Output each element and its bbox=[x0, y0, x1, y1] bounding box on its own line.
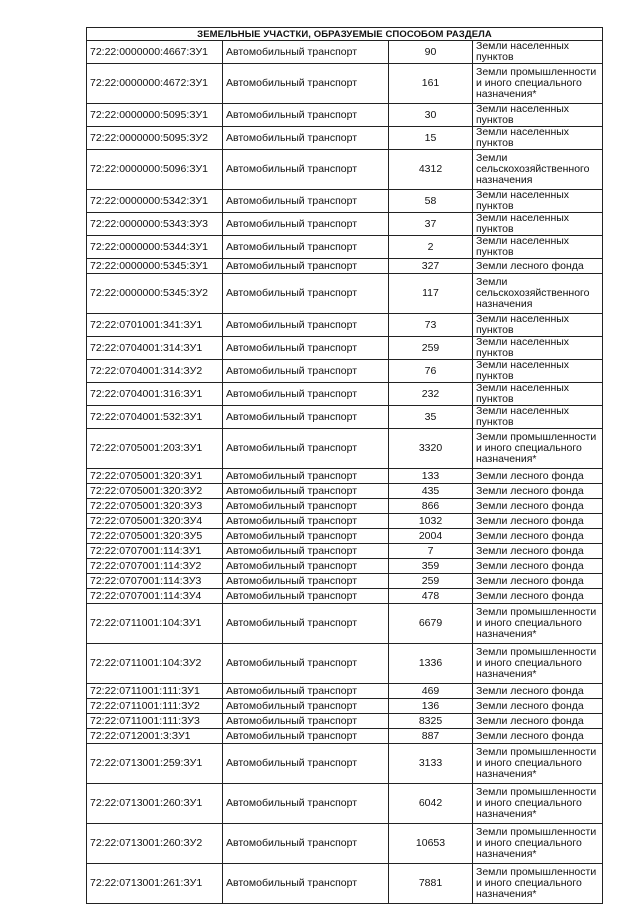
area-cell: 3320 bbox=[389, 429, 473, 469]
permitted-use-cell: Автомобильный транспорт bbox=[223, 236, 389, 259]
permitted-use-cell: Автомобильный транспорт bbox=[223, 383, 389, 406]
area-cell: 232 bbox=[389, 383, 473, 406]
area-cell: 1336 bbox=[389, 644, 473, 684]
table-row bbox=[87, 429, 603, 469]
permitted-use-cell: Автомобильный транспорт bbox=[223, 104, 389, 127]
permitted-use-cell: Автомобильный транспорт bbox=[223, 529, 389, 544]
cadastral-number-cell: 72:22:0705001:320:ЗУ4 bbox=[87, 514, 223, 529]
cadastral-number-cell: 72:22:0707001:114:ЗУ1 bbox=[87, 544, 223, 559]
permitted-use-cell: Автомобильный транспорт bbox=[223, 824, 389, 864]
permitted-use-cell: Автомобильный транспорт bbox=[223, 714, 389, 729]
area-cell: 478 bbox=[389, 589, 473, 604]
area-cell: 3133 bbox=[389, 744, 473, 784]
document-page bbox=[86, 27, 602, 904]
table-title: ЗЕМЕЛЬНЫЕ УЧАСТКИ, ОБРАЗУЕМЫЕ СПОСОБОМ РАЗДЕЛА bbox=[87, 28, 603, 41]
land-category-cell: Земли промышленности и иного специального назначения* bbox=[473, 644, 603, 684]
land-category-cell: Земли населенных пунктов bbox=[473, 104, 603, 127]
permitted-use-cell: Автомобильный транспорт bbox=[223, 150, 389, 190]
permitted-use-cell: Автомобильный транспорт bbox=[223, 127, 389, 150]
land-category-cell: Земли населенных пунктов bbox=[473, 406, 603, 429]
cadastral-number-cell: 72:22:0704001:314:ЗУ2 bbox=[87, 360, 223, 383]
area-cell: 1032 bbox=[389, 514, 473, 529]
table-row bbox=[87, 684, 603, 699]
area-cell: 136 bbox=[389, 699, 473, 714]
table-row bbox=[87, 314, 603, 337]
cadastral-number-cell: 72:22:0711001:111:ЗУ2 bbox=[87, 699, 223, 714]
cadastral-number-cell: 72:22:0707001:114:ЗУ3 bbox=[87, 574, 223, 589]
land-category-cell: Земли лесного фонда bbox=[473, 544, 603, 559]
table-row bbox=[87, 824, 603, 864]
permitted-use-cell: Автомобильный транспорт bbox=[223, 41, 389, 64]
table-row bbox=[87, 499, 603, 514]
permitted-use-cell: Автомобильный транспорт bbox=[223, 574, 389, 589]
permitted-use-cell: Автомобильный транспорт bbox=[223, 684, 389, 699]
permitted-use-cell: Автомобильный транспорт bbox=[223, 644, 389, 684]
area-cell: 15 bbox=[389, 127, 473, 150]
cadastral-number-cell: 72:22:0711001:111:ЗУ3 bbox=[87, 714, 223, 729]
permitted-use-cell: Автомобильный транспорт bbox=[223, 699, 389, 714]
table-body bbox=[87, 28, 603, 904]
area-cell: 259 bbox=[389, 337, 473, 360]
table-row bbox=[87, 274, 603, 314]
land-plots-table bbox=[86, 27, 603, 904]
permitted-use-cell: Автомобильный транспорт bbox=[223, 360, 389, 383]
land-category-cell: Земли населенных пунктов bbox=[473, 41, 603, 64]
table-row bbox=[87, 41, 603, 64]
land-category-cell: Земли населенных пунктов bbox=[473, 213, 603, 236]
land-category-cell: Земли населенных пунктов bbox=[473, 383, 603, 406]
area-cell: 7881 bbox=[389, 864, 473, 904]
table-row bbox=[87, 150, 603, 190]
table-row bbox=[87, 213, 603, 236]
cadastral-number-cell: 72:22:0713001:261:ЗУ1 bbox=[87, 864, 223, 904]
permitted-use-cell: Автомобильный транспорт bbox=[223, 190, 389, 213]
area-cell: 6042 bbox=[389, 784, 473, 824]
land-category-cell: Земли населенных пунктов bbox=[473, 190, 603, 213]
permitted-use-cell: Автомобильный транспорт bbox=[223, 559, 389, 574]
area-cell: 6679 bbox=[389, 604, 473, 644]
area-cell: 359 bbox=[389, 559, 473, 574]
land-category-cell: Земли сельскохозяйственного назначения bbox=[473, 274, 603, 314]
table-row bbox=[87, 529, 603, 544]
land-category-cell: Земли лесного фонда bbox=[473, 529, 603, 544]
permitted-use-cell: Автомобильный транспорт bbox=[223, 744, 389, 784]
cadastral-number-cell: 72:22:0000000:5095:ЗУ2 bbox=[87, 127, 223, 150]
cadastral-number-cell: 72:22:0000000:5344:ЗУ1 bbox=[87, 236, 223, 259]
land-category-cell: Земли промышленности и иного специального назначения* bbox=[473, 429, 603, 469]
table-row bbox=[87, 729, 603, 744]
permitted-use-cell: Автомобильный транспорт bbox=[223, 784, 389, 824]
table-row bbox=[87, 469, 603, 484]
table-row bbox=[87, 714, 603, 729]
cadastral-number-cell: 72:22:0704001:316:ЗУ1 bbox=[87, 383, 223, 406]
table-row bbox=[87, 259, 603, 274]
cadastral-number-cell: 72:22:0000000:5095:ЗУ1 bbox=[87, 104, 223, 127]
area-cell: 90 bbox=[389, 41, 473, 64]
permitted-use-cell: Автомобильный транспорт bbox=[223, 406, 389, 429]
cadastral-number-cell: 72:22:0711001:111:ЗУ1 bbox=[87, 684, 223, 699]
area-cell: 37 bbox=[389, 213, 473, 236]
table-row bbox=[87, 589, 603, 604]
table-row bbox=[87, 236, 603, 259]
area-cell: 4312 bbox=[389, 150, 473, 190]
cadastral-number-cell: 72:22:0707001:114:ЗУ2 bbox=[87, 559, 223, 574]
cadastral-number-cell: 72:22:0000000:5343:ЗУ3 bbox=[87, 213, 223, 236]
cadastral-number-cell: 72:22:0713001:260:ЗУ2 bbox=[87, 824, 223, 864]
table-row bbox=[87, 406, 603, 429]
permitted-use-cell: Автомобильный транспорт bbox=[223, 729, 389, 744]
cadastral-number-cell: 72:22:0705001:320:ЗУ3 bbox=[87, 499, 223, 514]
area-cell: 435 bbox=[389, 484, 473, 499]
area-cell: 2004 bbox=[389, 529, 473, 544]
cadastral-number-cell: 72:22:0711001:104:ЗУ2 bbox=[87, 644, 223, 684]
land-category-cell: Земли населенных пунктов bbox=[473, 360, 603, 383]
table-row bbox=[87, 559, 603, 574]
permitted-use-cell: Автомобильный транспорт bbox=[223, 259, 389, 274]
permitted-use-cell: Автомобильный транспорт bbox=[223, 589, 389, 604]
area-cell: 8325 bbox=[389, 714, 473, 729]
land-category-cell: Земли лесного фонда bbox=[473, 559, 603, 574]
table-row bbox=[87, 604, 603, 644]
cadastral-number-cell: 72:22:0707001:114:ЗУ4 bbox=[87, 589, 223, 604]
area-cell: 259 bbox=[389, 574, 473, 589]
area-cell: 58 bbox=[389, 190, 473, 213]
area-cell: 76 bbox=[389, 360, 473, 383]
area-cell: 7 bbox=[389, 544, 473, 559]
area-cell: 887 bbox=[389, 729, 473, 744]
table-row bbox=[87, 514, 603, 529]
land-category-cell: Земли населенных пунктов bbox=[473, 337, 603, 360]
land-category-cell: Земли лесного фонда bbox=[473, 469, 603, 484]
cadastral-number-cell: 72:22:0713001:259:ЗУ1 bbox=[87, 744, 223, 784]
area-cell: 10653 bbox=[389, 824, 473, 864]
table-row bbox=[87, 484, 603, 499]
table-row bbox=[87, 699, 603, 714]
cadastral-number-cell: 72:22:0705001:320:ЗУ1 bbox=[87, 469, 223, 484]
cadastral-number-cell: 72:22:0000000:5345:ЗУ2 bbox=[87, 274, 223, 314]
table-row bbox=[87, 190, 603, 213]
land-category-cell: Земли промышленности и иного специального назначения* bbox=[473, 744, 603, 784]
permitted-use-cell: Автомобильный транспорт bbox=[223, 213, 389, 236]
land-category-cell: Земли лесного фонда bbox=[473, 589, 603, 604]
area-cell: 469 bbox=[389, 684, 473, 699]
land-category-cell: Земли лесного фонда bbox=[473, 499, 603, 514]
land-category-cell: Земли лесного фонда bbox=[473, 714, 603, 729]
area-cell: 866 bbox=[389, 499, 473, 514]
permitted-use-cell: Автомобильный транспорт bbox=[223, 469, 389, 484]
land-category-cell: Земли лесного фонда bbox=[473, 684, 603, 699]
area-cell: 133 bbox=[389, 469, 473, 484]
area-cell: 161 bbox=[389, 64, 473, 104]
table-row bbox=[87, 744, 603, 784]
cadastral-number-cell: 72:22:0000000:5342:ЗУ1 bbox=[87, 190, 223, 213]
table-row bbox=[87, 544, 603, 559]
area-cell: 35 bbox=[389, 406, 473, 429]
land-category-cell: Земли лесного фонда bbox=[473, 729, 603, 744]
area-cell: 2 bbox=[389, 236, 473, 259]
land-category-cell: Земли промышленности и иного специального назначения* bbox=[473, 824, 603, 864]
cadastral-number-cell: 72:22:0000000:4672:ЗУ1 bbox=[87, 64, 223, 104]
table-row bbox=[87, 383, 603, 406]
table-row bbox=[87, 644, 603, 684]
permitted-use-cell: Автомобильный транспорт bbox=[223, 484, 389, 499]
cadastral-number-cell: 72:22:0705001:203:ЗУ1 bbox=[87, 429, 223, 469]
area-cell: 327 bbox=[389, 259, 473, 274]
land-category-cell: Земли промышленности и иного специального назначения* bbox=[473, 64, 603, 104]
area-cell: 73 bbox=[389, 314, 473, 337]
table-row bbox=[87, 104, 603, 127]
permitted-use-cell: Автомобильный транспорт bbox=[223, 544, 389, 559]
permitted-use-cell: Автомобильный транспорт bbox=[223, 514, 389, 529]
permitted-use-cell: Автомобильный транспорт bbox=[223, 274, 389, 314]
cadastral-number-cell: 72:22:0000000:5345:ЗУ1 bbox=[87, 259, 223, 274]
permitted-use-cell: Автомобильный транспорт bbox=[223, 337, 389, 360]
land-category-cell: Земли населенных пунктов bbox=[473, 127, 603, 150]
cadastral-number-cell: 72:22:0713001:260:ЗУ1 bbox=[87, 784, 223, 824]
area-cell: 117 bbox=[389, 274, 473, 314]
land-category-cell: Земли лесного фонда bbox=[473, 574, 603, 589]
table-row bbox=[87, 337, 603, 360]
land-category-cell: Земли промышленности и иного специального назначения* bbox=[473, 784, 603, 824]
cadastral-number-cell: 72:22:0711001:104:ЗУ1 bbox=[87, 604, 223, 644]
table-row bbox=[87, 127, 603, 150]
land-category-cell: Земли лесного фонда bbox=[473, 514, 603, 529]
table-row bbox=[87, 864, 603, 904]
cadastral-number-cell: 72:22:0705001:320:ЗУ5 bbox=[87, 529, 223, 544]
cadastral-number-cell: 72:22:0000000:4667:ЗУ1 bbox=[87, 41, 223, 64]
table-header-row bbox=[87, 28, 603, 41]
land-category-cell: Земли промышленности и иного специального назначения* bbox=[473, 604, 603, 644]
table-row bbox=[87, 574, 603, 589]
table-row bbox=[87, 64, 603, 104]
permitted-use-cell: Автомобильный транспорт bbox=[223, 429, 389, 469]
land-category-cell: Земли лесного фонда bbox=[473, 259, 603, 274]
cadastral-number-cell: 72:22:0705001:320:ЗУ2 bbox=[87, 484, 223, 499]
permitted-use-cell: Автомобильный транспорт bbox=[223, 499, 389, 514]
cadastral-number-cell: 72:22:0701001:341:ЗУ1 bbox=[87, 314, 223, 337]
permitted-use-cell: Автомобильный транспорт bbox=[223, 604, 389, 644]
cadastral-number-cell: 72:22:0704001:532:ЗУ1 bbox=[87, 406, 223, 429]
land-category-cell: Земли промышленности и иного специального назначения* bbox=[473, 864, 603, 904]
permitted-use-cell: Автомобильный транспорт bbox=[223, 864, 389, 904]
land-category-cell: Земли населенных пунктов bbox=[473, 236, 603, 259]
cadastral-number-cell: 72:22:0000000:5096:ЗУ1 bbox=[87, 150, 223, 190]
cadastral-number-cell: 72:22:0704001:314:ЗУ1 bbox=[87, 337, 223, 360]
table-row bbox=[87, 784, 603, 824]
permitted-use-cell: Автомобильный транспорт bbox=[223, 314, 389, 337]
land-category-cell: Земли лесного фонда bbox=[473, 699, 603, 714]
land-category-cell: Земли населенных пунктов bbox=[473, 314, 603, 337]
permitted-use-cell: Автомобильный транспорт bbox=[223, 64, 389, 104]
land-category-cell: Земли лесного фонда bbox=[473, 484, 603, 499]
table-row bbox=[87, 360, 603, 383]
cadastral-number-cell: 72:22:0712001:3:ЗУ1 bbox=[87, 729, 223, 744]
land-category-cell: Земли сельскохозяйственного назначения bbox=[473, 150, 603, 190]
area-cell: 30 bbox=[389, 104, 473, 127]
